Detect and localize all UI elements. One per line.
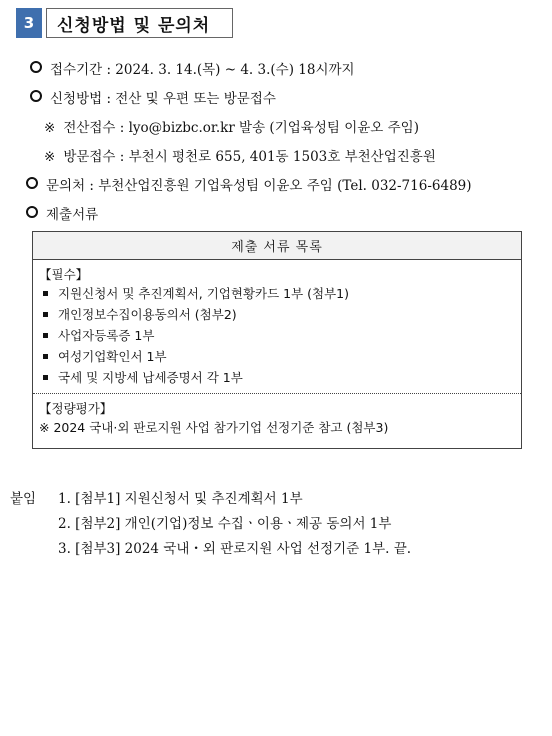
square-bullet-icon [43,291,48,296]
evaluation-note: ※ 2024 국내·외 판로지원 사업 참가기업 선정기준 참고 (첨부3) [39,420,389,435]
quantitative-evaluation [33,394,521,439]
apply-method-text: 신청방법 : 전산 및 우편 또는 방문접수 [50,91,276,107]
section-number: 3 [16,8,42,38]
online-submission-line [44,116,419,136]
evaluation-label: 【정량평가】 [39,401,113,416]
reference-mark: ※ [44,149,56,165]
square-bullet-icon [43,333,48,338]
square-bullet-icon [43,354,48,359]
required-documents [33,260,521,394]
list-item: 지원신청서 및 추진계획서, 기업현황카드 1부 (첨부1) [39,283,521,304]
apply-method-line [30,87,276,107]
section-title: 신청방법 및 문의처 [46,8,233,38]
documents-label-line [26,203,98,223]
reference-mark: ※ [44,120,56,136]
apply-period-text: 접수기간 : 2024. 3. 14.(목) ~ 4. 3.(수) 18시까지 [50,62,355,78]
attachments-label: 붙임 [10,491,37,507]
online-submission-text: 전산접수 : lyo@bizbc.or.kr 발송 (기업육성팀 이윤오 주임) [63,120,419,136]
apply-period-line [30,58,355,78]
contact-line [26,174,472,194]
attachment-item: 3. [첨부3] 2024 국내・외 판로지원 사업 선정기준 1부. 끝. [58,541,412,557]
circle-bullet-icon [30,61,42,73]
document-list-box [32,231,522,449]
list-item: 국세 및 지방세 납세증명서 각 1부 [39,367,521,388]
circle-bullet-icon [30,90,42,102]
visit-submission-line [44,145,436,165]
attachment-item: 1. [첨부1] 지원신청서 및 추진계획서 1부 [58,491,303,507]
documents-label: 제출서류 [46,207,99,223]
attachment-item: 2. [첨부2] 개인(기업)정보 수집ㆍ이용ㆍ제공 동의서 1부 [58,516,392,532]
square-bullet-icon [43,375,48,380]
list-item: 사업자등록증 1부 [39,325,521,346]
section-heading [16,8,233,38]
required-label: 【필수】 [39,267,89,282]
visit-submission-text: 방문접수 : 부천시 평천로 655, 401동 1503호 부천산업진흥원 [63,149,436,165]
circle-bullet-icon [26,177,38,189]
list-item: 여성기업확인서 1부 [39,346,521,367]
square-bullet-icon [43,312,48,317]
circle-bullet-icon [26,206,38,218]
list-item: 개인정보수집이용동의서 (첨부2) [39,304,521,325]
document-list-header: 제출 서류 목록 [33,232,521,260]
contact-text: 문의처 : 부천산업진흥원 기업육성팀 이윤오 주임 (Tel. 032-716-6489) [46,178,472,194]
